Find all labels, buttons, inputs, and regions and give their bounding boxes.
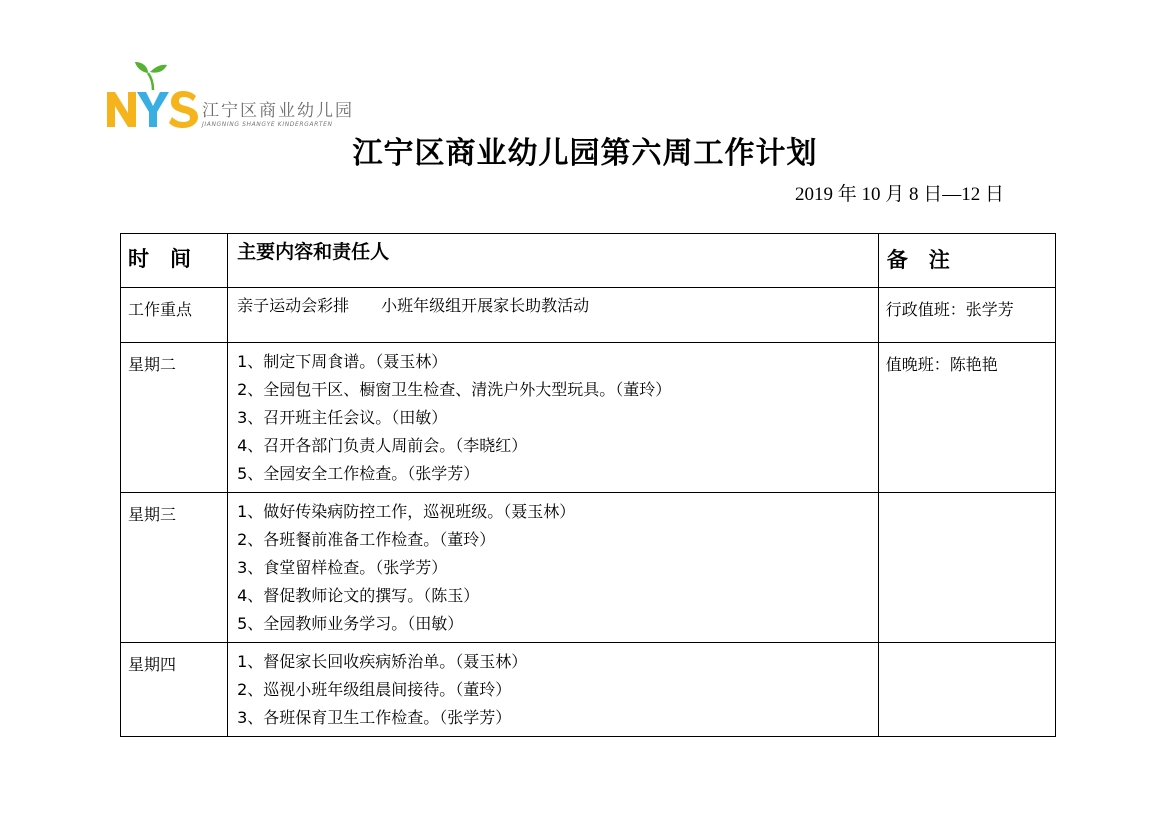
- day-note: [878, 493, 1055, 643]
- list-item: 2、巡视小班年级组晨间接待。（董玲）: [237, 680, 512, 699]
- day-label: 星期四: [121, 643, 228, 737]
- focus-content: 亲子运动会彩排 小班年级组开展家长助教活动: [228, 288, 879, 343]
- list-item: 1、制定下周食谱。（聂玉林）: [237, 352, 448, 371]
- header-content: 主要内容和责任人: [228, 234, 879, 288]
- list-item: 5、全园安全工作检查。（张学芳）: [237, 464, 480, 483]
- focus-note: 行政值班：张学芳: [878, 288, 1055, 343]
- day-content: [228, 343, 879, 493]
- date-range: 2019 年 10 月 8 日—12 日: [794, 184, 1004, 205]
- list-item: 3、各班保育卫生工作检查。（张学芳）: [237, 708, 512, 727]
- list-item: 2、全园包干区、橱窗卫生检查、清洗户外大型玩具。（董玲）: [237, 380, 672, 399]
- table-row-thursday: [121, 643, 1056, 737]
- logo-chinese-name: 江宁区商业幼儿园: [202, 101, 354, 121]
- list-item: 2、各班餐前准备工作检查。（董玲）: [237, 530, 496, 549]
- list-item: 1、做好传染病防控工作，巡视班级。（聂玉林）: [237, 502, 576, 521]
- day-label: 星期三: [121, 493, 228, 643]
- list-item: 1、督促家长回收疾病矫治单。（聂玉林）: [237, 652, 528, 671]
- header-row: [121, 234, 1056, 288]
- day-note: [878, 643, 1055, 737]
- list-item: 3、食堂留样检查。（张学芳）: [237, 558, 448, 577]
- day-note: 值晚班：陈艳艳: [878, 343, 1055, 493]
- day-content: [228, 493, 879, 643]
- list-item: 3、召开班主任会议。（田敏）: [237, 408, 448, 427]
- focus-label: 工作重点: [121, 288, 228, 343]
- logo-english-name: JIANGNING SHANGYE KINDERGARTEN: [202, 121, 333, 128]
- focus-row: [121, 288, 1056, 343]
- day-content: [228, 643, 879, 737]
- list-item: 4、督促教师论文的撰写。（陈玉）: [237, 586, 480, 605]
- table-row-tuesday: [121, 343, 1056, 493]
- table-row-wednesday: [121, 493, 1056, 643]
- header-notes: 备 注: [878, 234, 1055, 288]
- nys-logo-mark: [104, 60, 204, 135]
- list-item: 4、召开各部门负责人周前会。（李晓红）: [237, 436, 528, 455]
- day-label: 星期二: [121, 343, 228, 493]
- weekly-plan-table: [120, 233, 1056, 737]
- header-time: 时 间: [121, 234, 228, 288]
- list-item: 5、全园教师业务学习。（田敏）: [237, 614, 464, 633]
- document-title: 江宁区商业幼儿园第六周工作计划: [352, 136, 818, 171]
- school-logo: [104, 60, 374, 135]
